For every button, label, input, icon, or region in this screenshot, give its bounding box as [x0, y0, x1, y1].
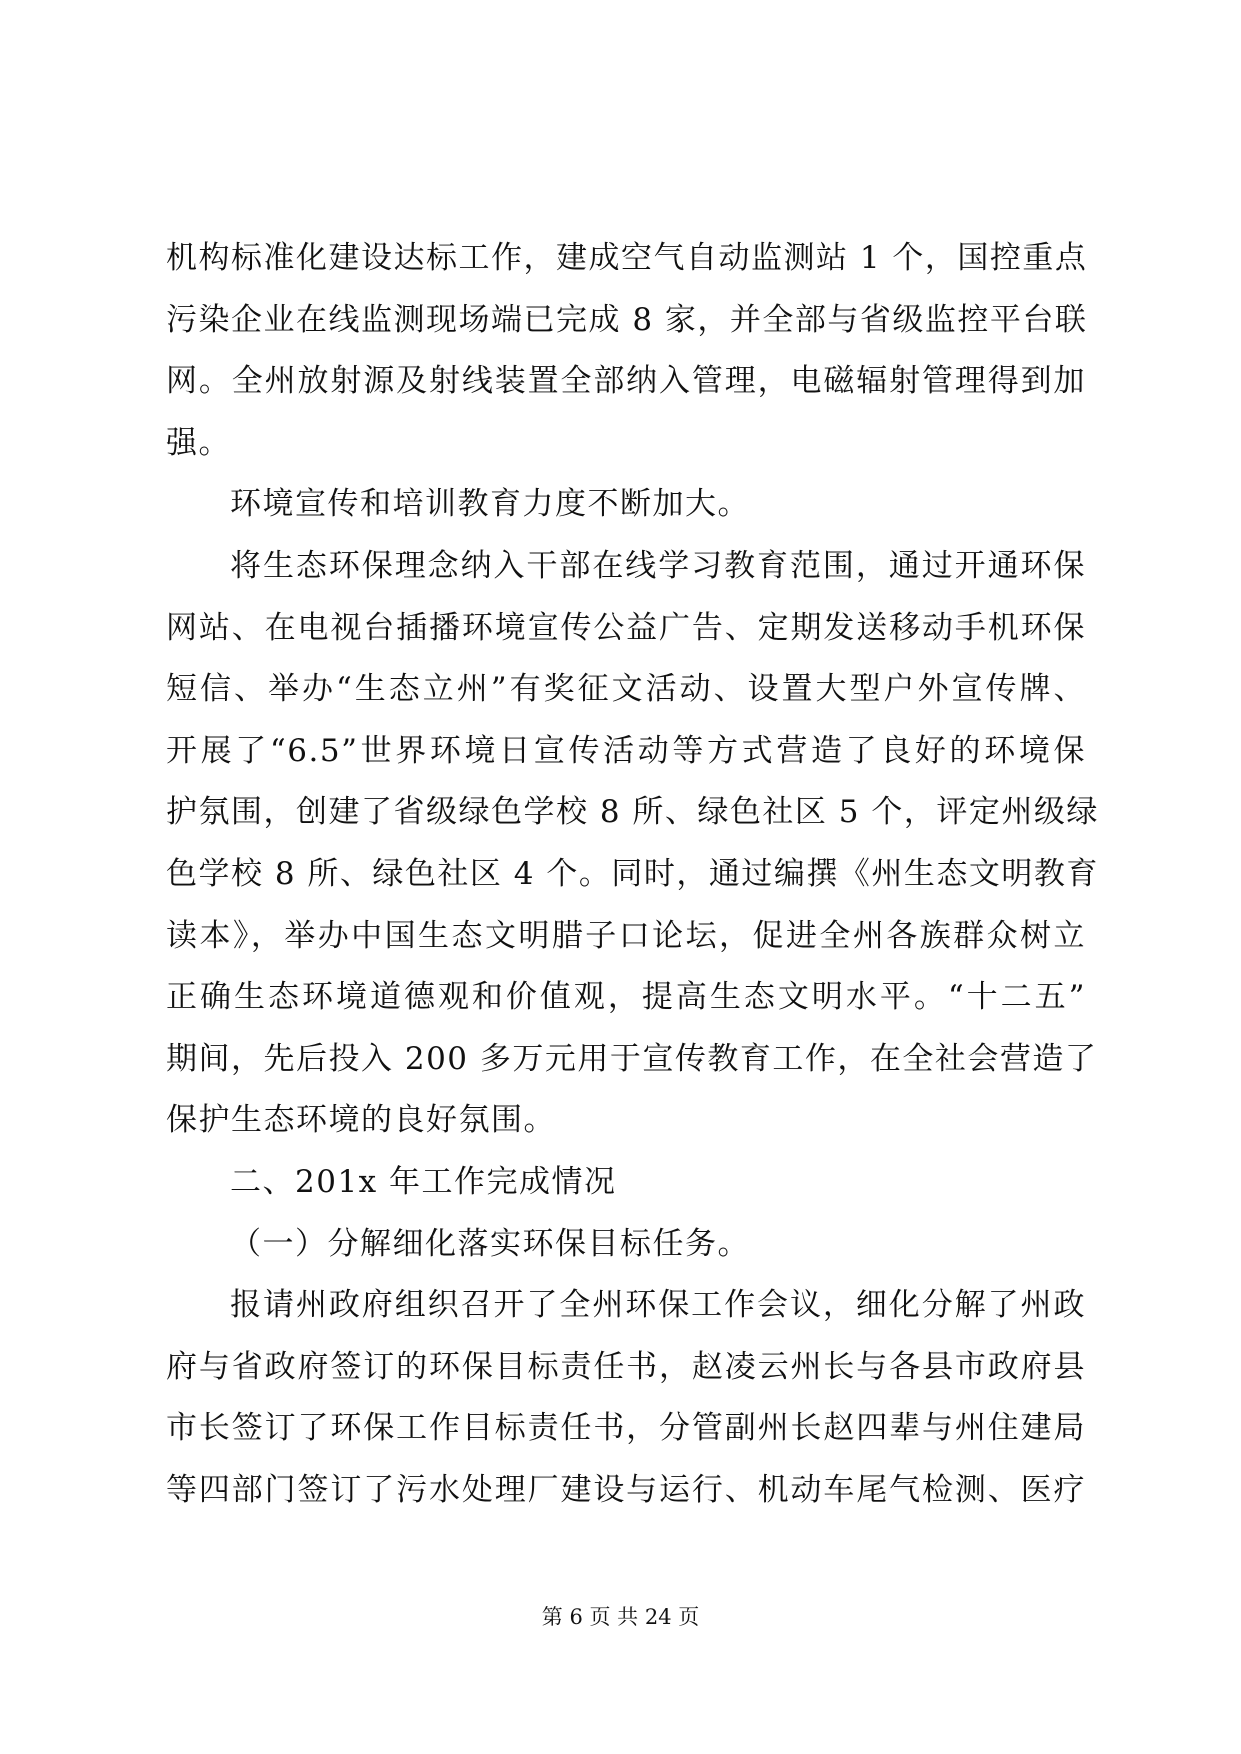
text-line: 期间，先后投入 200 多万元用于宣传教育工作，在全社会营造了 [166, 1040, 1098, 1077]
body-text [166, 228, 1099, 1521]
text-line: 护氛围，创建了省级绿色学校 8 所、绿色社区 5 个，评定州级绿 [166, 794, 1099, 831]
text-line: 保护生态环境的良好氛围。 [166, 1102, 556, 1139]
text-line: 短信、举办“生态立州”有奖征文活动、设置大型户外宣传牌、 [166, 671, 1086, 708]
text-line: 网站、在电视台插播环境宣传公益广告、定期发送移动手机环保 [166, 609, 1086, 646]
text-line: 开展了“6.5”世界环境日宣传活动等方式营造了良好的环境保 [166, 732, 1086, 769]
text-line: 等四部门签订了污水处理厂建设与运行、机动车尾气检测、医疗 [166, 1471, 1086, 1508]
text-line: 读本》，举办中国生态文明腊子口论坛，促进全州各族群众树立 [166, 917, 1086, 954]
text-line: 正确生态环境道德观和价值观，提高生态文明水平。“十二五” [166, 979, 1086, 1016]
page-number-footer: 第 6 页 共 24 页 [541, 1605, 700, 1629]
text-line: 网。全州放射源及射线装置全部纳入管理，电磁辐射管理得到加 [166, 363, 1086, 400]
section-heading: 环境宣传和培训教育力度不断加大。 [230, 486, 750, 523]
text-line: 机构标准化建设达标工作，建成空气自动监测站 1 个，国控重点 [166, 240, 1088, 276]
text-line: 色学校 8 所、绿色社区 4 个。同时，通过编撰《州生态文明教育 [166, 855, 1099, 892]
text-line: 污染企业在线监测现场端已完成 8 家，并全部与省级监控平台联 [166, 301, 1088, 338]
text-line: 市长签订了环保工作目标责任书，分管副州长赵四辈与州住建局 [166, 1410, 1086, 1447]
text-line: 将生态环保理念纳入干部在线学习教育范围，通过开通环保 [230, 547, 1086, 584]
text-line: 报请州政府组织召开了全州环保工作会议，细化分解了州政 [230, 1287, 1086, 1324]
text-line: 强。 [166, 424, 231, 461]
subsection-heading: （一）分解细化落实环保目标任务。 [230, 1225, 750, 1262]
section-heading: 二、201x 年工作完成情况 [230, 1163, 617, 1200]
text-line: 府与省政府签订的环保目标责任书，赵凌云州长与各县市政府县 [166, 1348, 1086, 1385]
